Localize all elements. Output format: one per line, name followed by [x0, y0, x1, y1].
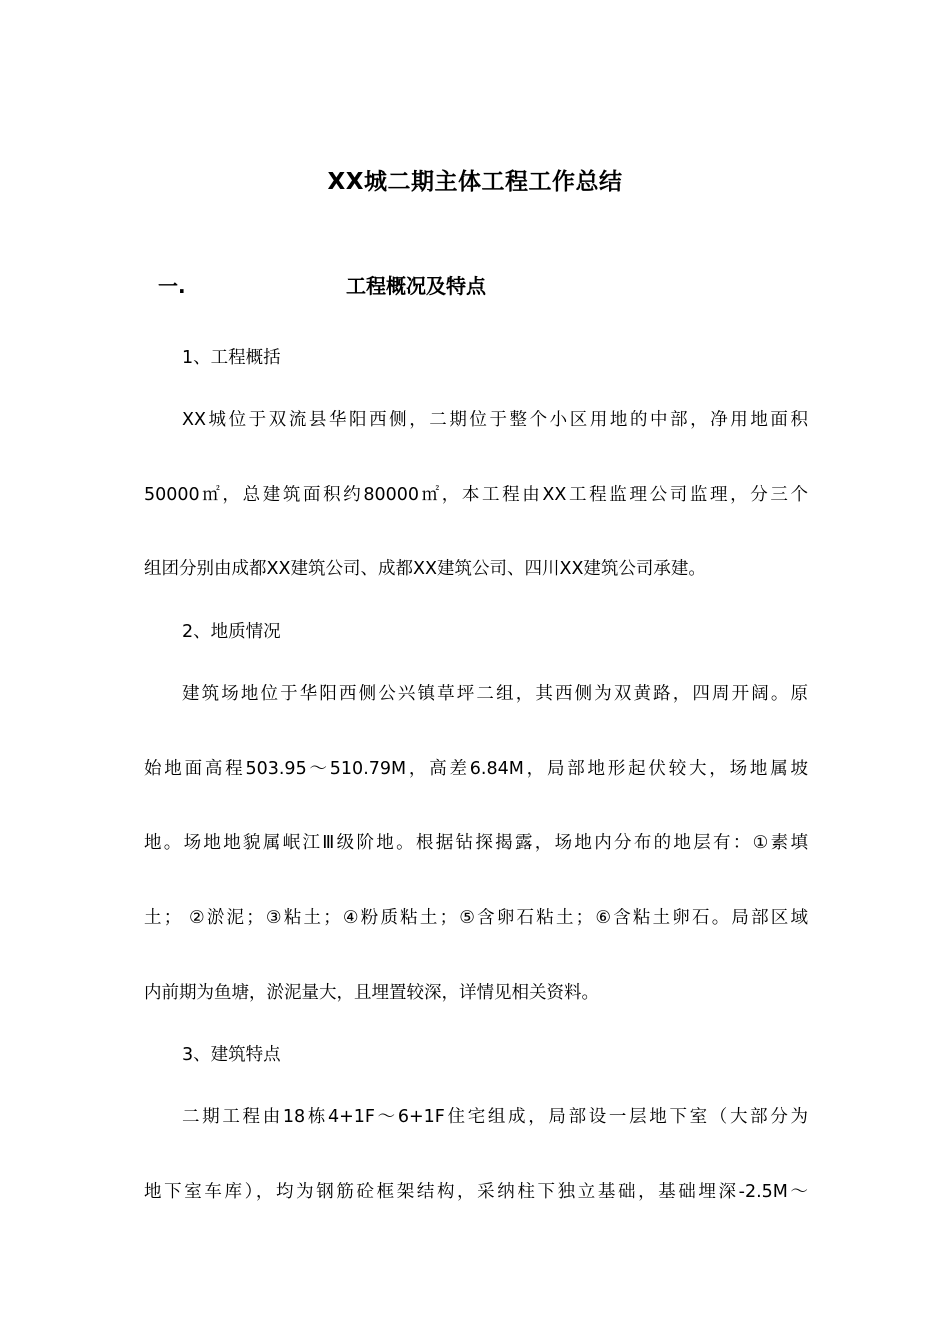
paragraph-line: 地下室车库），均为钢筋砼框架结构，采纳柱下独立基础，基础埋深-2.5M～ — [144, 1182, 808, 1202]
paragraph-line: XX城位于双流县华阳西侧，二期位于整个小区用地的中部，净用地面积 — [182, 410, 808, 430]
paragraph-line: 内前期为鱼塘，淤泥量大，且埋置较深，详情见相关资料。 — [144, 983, 599, 1003]
paragraph-line: 土； ②淤泥；③粘土；④粉质粘土；⑤含卵石粘土；⑥含粘土卵石。局部区域 — [144, 908, 808, 928]
paragraph-line: 50000㎡，总建筑面积约80000㎡，本工程由XX工程监理公司监理，分三个 — [144, 485, 808, 505]
page-title: XX城二期主体工程工作总结 — [327, 169, 623, 195]
section-heading: 工程概况及特点 — [346, 274, 486, 298]
subsection-heading-geology: 2、地质情况 — [182, 622, 281, 642]
subsection-heading-overview: 1、工程概括 — [182, 348, 281, 368]
section-number: 一. — [158, 274, 186, 298]
paragraph-line: 建筑场地位于华阳西侧公兴镇草坪二组，其西侧为双黄路，四周开阔。原 — [182, 684, 808, 704]
paragraph-line: 始地面高程503.95～510.79M，高差6.84M，局部地形起伏较大，场地属坡 — [144, 759, 808, 779]
paragraph-line: 地。场地地貌属岷江Ⅲ级阶地。根据钻探揭露，场地内分布的地层有：①素填 — [144, 833, 808, 853]
paragraph-line: 二期工程由18栋4+1F～6+1F住宅组成，局部设一层地下室（大部分为 — [182, 1107, 808, 1127]
paragraph-line: 组团分别由成都XX建筑公司、成都XX建筑公司、四川XX建筑公司承建。 — [144, 559, 706, 579]
subsection-heading-building: 3、建筑特点 — [182, 1045, 281, 1065]
